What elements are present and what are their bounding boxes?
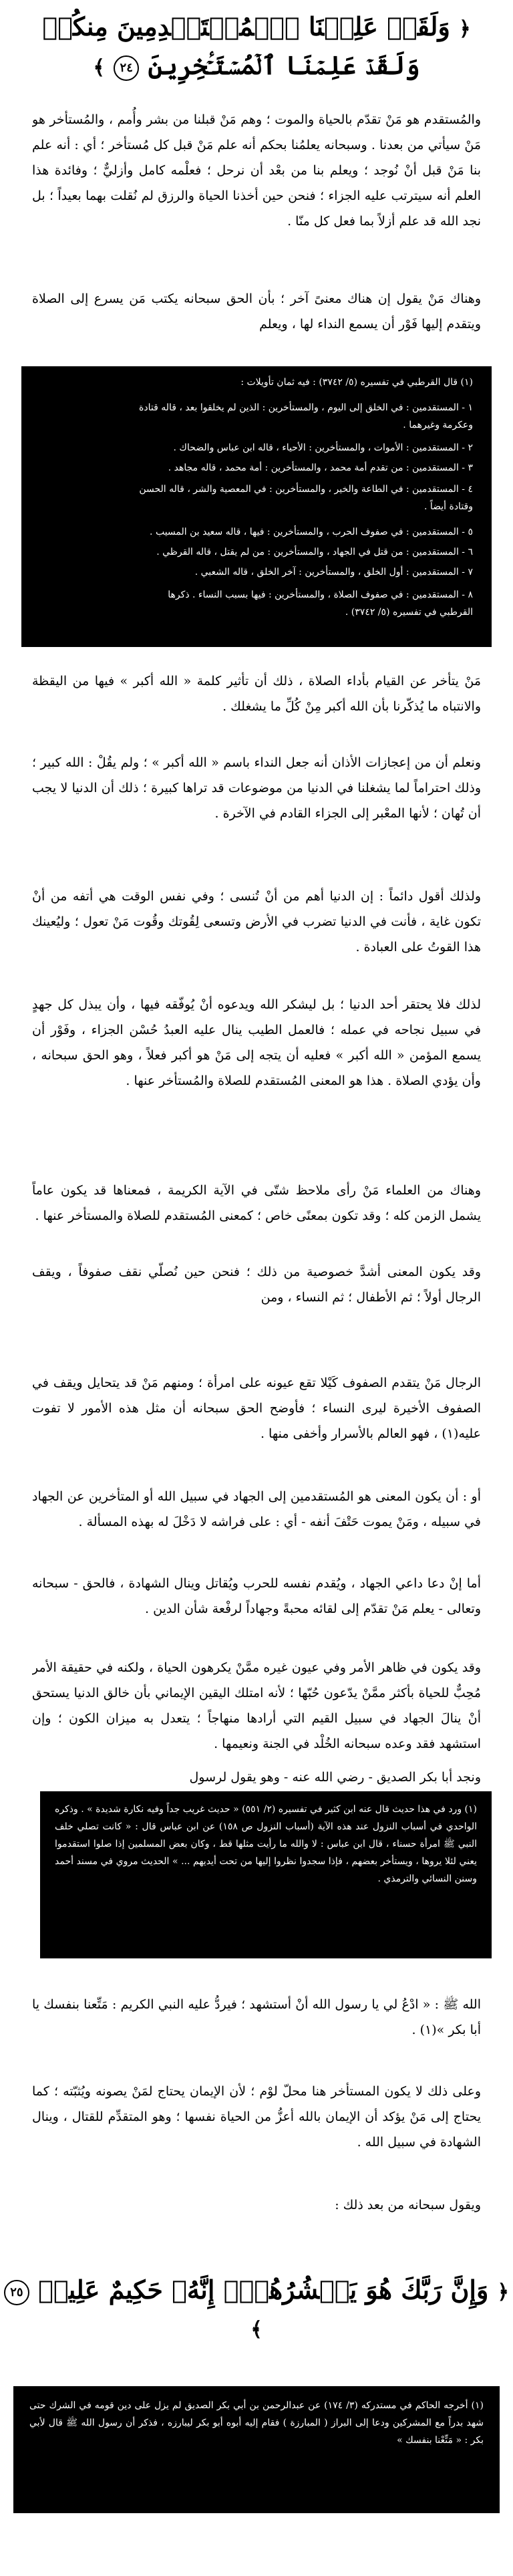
paragraph: وعلى ذلك لا يكون المستأخر هنا محلّ لوْم ؛ لأن الإيمان يحتاج لمَنْ يصونه ويُثبّته ؛ كما يحتاج إلى مَنْ يؤكد أن الإيمان بالله أعزُّ من الحياة نفسها ؛ وهو المتقدِّم للقتال ، وينال الشهادة في سبيل الله . (32, 2084, 481, 2150)
footnote-item: ٤ - المستقدمين : في الطاعة والخير ، والمستأخرين : في المعصية والشر ، قاله الحسن (139, 484, 473, 495)
footnote-item: ٦ - المستقدمين : من قتل في الجهاد ، والمستأخرين : من لم يقتل ، قاله القرظي . (156, 547, 473, 557)
footnote-item: ١ - المستقدمين : في الخلق إلى اليوم ، والمستأخرين : الذين لم يخلقوا بعد ، قاله قتادة (139, 402, 473, 413)
paragraph: الله ﷺ : « ادْعُ لي يا رسول الله أنْ أستشهد ؛ فيردُّ عليه النبي الكريم : مَتِّعنا بنفسك يا أبا بكر »(١) . (32, 1997, 481, 2037)
ayah-number-icon: ٢٥ (4, 2280, 29, 2305)
page-2 (0, 668, 513, 1364)
paragraph: وهناك من العلماء مَنْ رأى ملاحظ شتّى في الآية الكريمة ، فمعناها قد يكون عاماً يشمل الزمن كله ؛ وقد تكون بمعنًى خاص ؛ كمعنى المُستقدم للصلاة والمستأخر عنها . (32, 1183, 481, 1223)
paragraph: مَنْ يتأخر عن القيام بأداء الصلاة ، ذلك أن تأثير كلمة « الله أكبر » فيها من اليقظة والانتباه ما يُذكّرنا بأن الله أكبر مِنْ كُلِّ ما يشغلك . (32, 674, 481, 714)
footnote-box-1 (21, 366, 492, 647)
footnote-box-3 (13, 2386, 500, 2513)
paragraph: أما إنْ دعا داعي الجهاد ، ويُقدم نفسه للحرب ويُقاتل وينال الشهادة ، فالحق - سبحانه وتعالى - يعلم مَنْ تقدّم إلى لقائه محبةً وجهاداً لرفْعة شأن الدين . (32, 1576, 481, 1616)
footnote-intro: (١) قال القرطبي في تفسيره (٥/ ٣٧٤٢) : فيه ثمان تأويلات : (240, 377, 473, 388)
verse-24-line2: وَلَقَدۡ عَلِمۡنَا ٱلۡمُسۡتَـٔۡخِرِينَ (148, 50, 420, 80)
footnote-item: ٧ - المستقدمين : أول الخلق ، والمستأخرين : آخر الخلق ، قاله الشعبي . (194, 567, 473, 577)
paragraph: الرجال مَنْ يتقدم الصفوف كَيْلا تقع عيونه على امرأة ؛ ومنهم مَنْ قد يتحايل ويقف في الصفوف الأخيرة ليرى النساء ؛ فأوضح الحق سبحانه أن مثل هذه الأمور لا تفوت عليه(١) ، فهو العالم بالأسرار وأخفى منها . (32, 1376, 481, 1441)
footnote-item: القرطبي في تفسيره (٥/ ٣٧٤٢) . (345, 607, 473, 618)
paragraph: ونجد أبا بكر الصديق - رضي الله عنه - وهو يقول لرسول (189, 1770, 481, 1785)
paragraph: وقد يكون المعنى أشدَّ خصوصية من ذلك ؛ فنحن حين نُصلّي نقف صفوفاً ، ويقف الرجال أولاً ؛ ثم الأطفال ؛ ثم النساء ، ومن (32, 1265, 481, 1305)
paragraph: ويقول سبحانه من بعد ذلك : (335, 2198, 481, 2212)
footnote-text: (١) ورد في هذا حديث قال عنه ابن كثير في تفسيره (٢/ ٥٥١) « حديث غريب جداً وفيه نكارة شديدة » . وذكره الواحدي في أسباب النزول عند هذه الآية (أسباب النزول ص ١٥٨) عن ابن عباس قال : « كانت تصلي خلف النبي ﷺ امرأة حسناء ، قال ابن عباس : لا والله ما رأيت مثلها قط ، وكان بعض المسلمين إذا صلوا استقدموا يعني لئلا يروها ، ويستأخر بعضهم ، فإذا سجدوا نظروا إليها من تحت أيديهم ... » الحديث مروي في مسند أحمد وسنن النسائي والترمذي . (55, 1804, 477, 1884)
verse-25-text: وَإِنَّ رَبَّكَ هُوَ يَحۡشُرُهُمۡۚ إِنَّهُۥ حَكِيمٌ عَلِيمٞ (38, 2275, 489, 2305)
ornament-icon: ﴿ (459, 17, 471, 41)
paragraph: والمُستقدم هو مَنْ تقدّم بالحياة والموت ؛ وهم مَنْ قبلنا من بشر وأُمم ، والمُستأخر هو مَنْ سيأتي من بعدنا . وسبحانه يعلمُنا بحكم أنه علم مَنْ قبل كل مُستأخر ؛ أي : أنه علم بنا مَنْ قبل أنْ نُوجد ؛ ويعلم بنا من بعْد أن نرحل ؛ فعلْمه كامل وأزليٌّ ؛ وفائدة هذا العلم أنه سيترتب عليه الجزاء ؛ فنحن حين أخذنا الحياة والرزق لم نُقلت بهما بعيداً ؛ بل نجد الله قد علم أزلاً بما فعل كل منّا . (32, 112, 481, 229)
footnote-text: (١) أخرجه الحاكم في مستدركه (٣/ ١٧٤) عن عبدالرحمن بن أبي بكر الصديق لم يزل على دين قومه في الشرك حتى شهد بدراً مع المشركين ودعا إلى البراز ( المبارزة ) فقام إليه أبوه أبو بكر ليبارزه ، فذكر أن رسول الله ﷺ قال لأبي بكر : « مَتِّعْنا بنفسك » (29, 2400, 484, 2446)
footnote-item: ٣ - المستقدمين : من تقدم أمة محمد ، والمستأخرين : أمة محمد ، قاله مجاهد . (168, 463, 473, 473)
ornament-icon: ﴿ (497, 2281, 510, 2304)
page-1 (0, 0, 513, 348)
paragraph: ونعلم أن من إعجازات الأذان أنه جعل النداء باسم « الله أكبر » ؛ ولم يقُلْ : الله كبير ؛ وذلك احتراماً لما يشغلنا في الدنيا من موضوعات قد تراها كبيرة ؛ ذلك أن الدنيا لا يجب أن تُهان ؛ لأنها المعْبر إلى الجزاء القادم في الآخرة . (32, 755, 481, 821)
footnote-item: وعكرمة وغيرهما . (403, 420, 473, 430)
ornament-icon: ﴾ (93, 56, 105, 80)
paragraph: ولذلك أقول دائماً : إن الدنيا أهم من أنْ تُنسى ؛ وفي نفس الوقت هي أتفه من أنْ تكون غاية ، فأنت في الدنيا تضرب في الأرض وتسعى لِقُوتك وقُوت مَنْ تعول ؛ وليُعينك هذا القوتُ على العبادة . (32, 889, 481, 954)
paragraph: وقد يكون في ظاهر الأمر وفي عيون غيره ممَّنْ يكرهون الحياة ، ولكنه في حقيقة الأمر مُحِبٌّ للحياة بأكثر ممَّنْ يدّعون حُبّها ؛ لأنه امتلك اليقين الإيماني بأن خالق الدنيا يستحق أنْ ينالَ الجهاد في سبيل القيم التي أرادها منهاجاً ؛ يتعدل به ميزان الكون ؛ وإن استشهد فقد وعده سبحانه الخُلْد في الجنة ونعيمها . (32, 1660, 481, 1751)
ornament-icon: ﴾ (250, 2318, 263, 2341)
paragraph: لذلك فلا يحتقر أحد الدنيا ؛ بل ليشكر الله ويدعوه أنْ يُوفّقه فيها ، وأن يبذل كل جهدٍ في سبيل نجاحه في عمله ؛ فالعمل الطيب ينال عليه العبدُ حُسْن الجزاء ، وفَوْر أن يسمع المؤمن « الله أكبر » فعليه أن يتجه إلى مَنْ هو أكبر فعلاً ، وهو الحق سبحانه ، وأن يؤدي الصلاة . هذا هو المعنى المُستقدم للصلاة والمُستأخر عنها . (32, 997, 481, 1088)
verse-24-line1: وَلَقَدۡ عَلِمۡنَا ٱلۡمُسۡتَقۡدِمِينَ مِنكُمۡ (42, 11, 450, 41)
verse-24 (0, 9, 513, 47)
paragraph: وهناك مَنْ يقول إن هناك معنىً آخر ؛ بأن الحق سبحانه يكتب مَن يسرع إلى الصلاة ويتقدم إليها فَوْر أن يسمع النداء لها ، ويعلم (32, 291, 481, 332)
footnote-item: ٨ - المستقدمين : في صفوف الصلاة ، والمستأخرين : فيها بسبب النساء . ذكرها (168, 590, 473, 600)
verse-24-line2-wrap (0, 48, 513, 86)
verse-25 (0, 2273, 513, 2347)
ayah-number-icon: ٢٤ (114, 55, 139, 81)
footnote-item: ٢ - المستقدمين : الأموات ، والمستأخرين : الأحياء ، قاله ابن عباس والضحاك . (173, 442, 473, 453)
footnote-box-2 (40, 1791, 492, 1958)
page-4 (0, 1978, 513, 2379)
footnote-item: ٥ - المستقدمين : في صفوف الحرب ، والمستأخرين : فيها ، قاله سعيد بن المسيب . (150, 527, 473, 537)
page-3 (0, 1370, 513, 1785)
paragraph: أو : أن يكون المعنى هو المُستقدمين إلى الجهاد في سبيل الله أو المتأخرين عن الجهاد في سبيله ، ومَنْ يموت حَتْفَ أنفه - أي : على فراشه لا دَخْلَ له بهذه المسألة . (32, 1489, 481, 1529)
footnote-item: وقتادة أيضاً . (423, 501, 473, 512)
